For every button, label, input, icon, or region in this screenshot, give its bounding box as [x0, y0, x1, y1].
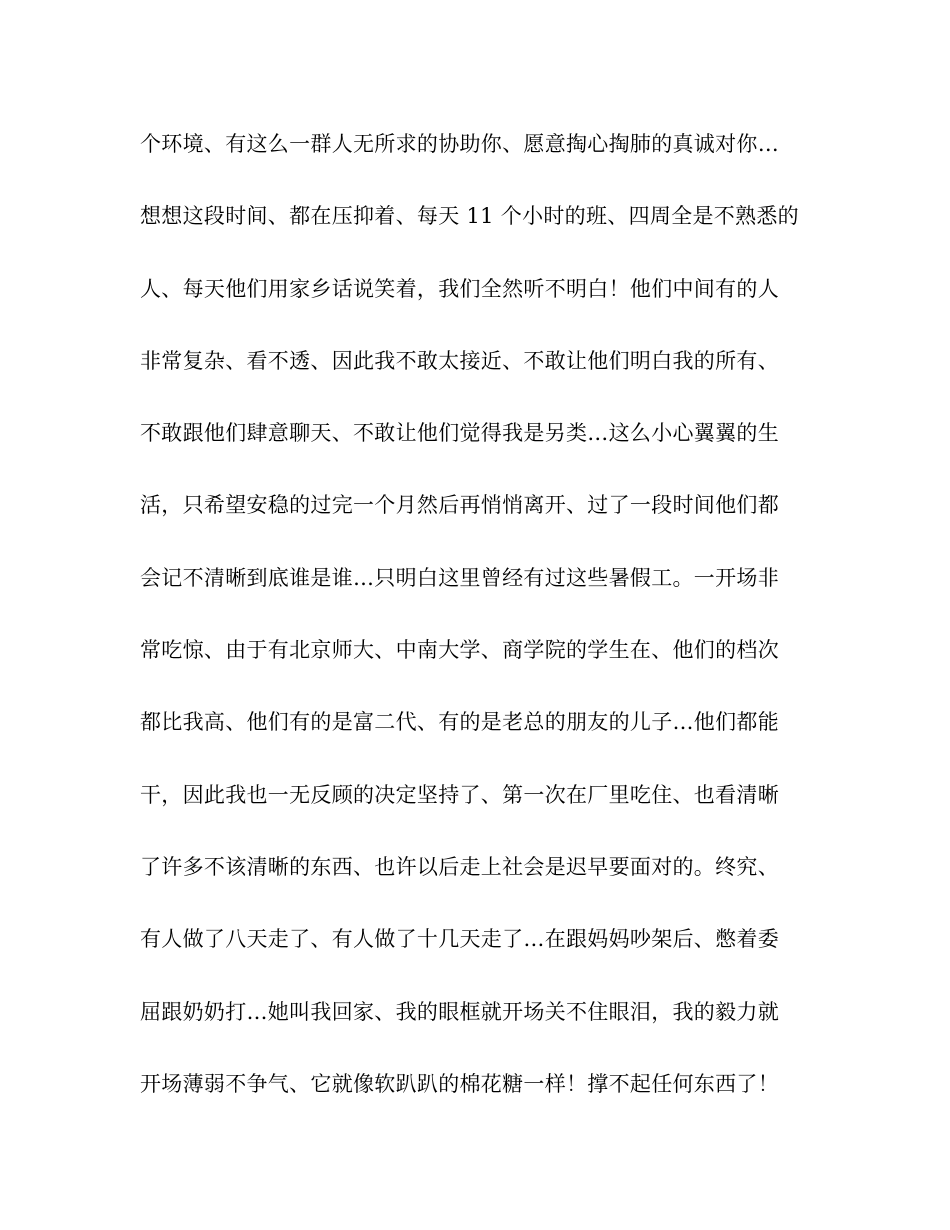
text-line-4: 非常复杂、看不透、因此我不敢太接近、不敢让他们明白我的所有、: [140, 348, 779, 373]
text-line-14: 开场薄弱不争气、它就像软趴趴的棉花糖一样！撑不起任何东西了！: [140, 1071, 779, 1096]
text-line-10: 干，因此我也一无反顾的决定坚持了、第一次在厂里吃住、也看清晰: [140, 782, 779, 807]
text-line-3: 人、每天他们用家乡话说笑着，我们全然听不明白！他们中间有的人: [140, 276, 779, 301]
text-line-1: 个环境、有这么一群人无所求的协助你、愿意掏心掏肺的真诚对你…: [140, 132, 779, 156]
text-line-11: 了许多不该清晰的东西、也许以后走上社会是迟早要面对的。终究、: [140, 854, 779, 879]
text-line-13: 屈跟奶奶打…她叫我回家、我的眼框就开场关不住眼泪，我的毅力就: [140, 999, 779, 1024]
text-line-12: 有人做了八天走了、有人做了十几天走了…在跟妈妈吵架后、憋着委: [140, 927, 779, 952]
body-text: [140, 118, 820, 1130]
text-line-9: 都比我高、他们有的是富二代、有的是老总的朋友的儿子…他们都能: [140, 710, 779, 735]
text-line-6: 活，只希望安稳的过完一个月然后再悄悄离开、过了一段时间他们都: [140, 493, 779, 518]
text-line-2: 想想这段时间、都在压抑着、每天 11 个小时的班、四周全是不熟悉的: [140, 204, 799, 229]
text-line-8: 常吃惊、由于有北京师大、中南大学、商学院的学生在、他们的档次: [140, 638, 779, 663]
text-line-7: 会记不清晰到底谁是谁…只明白这里曾经有过这些暑假工。一开场非: [140, 565, 779, 590]
text-line-5: 不敢跟他们肆意聊天、不敢让他们觉得我是另类…这么小心翼翼的生: [140, 421, 779, 446]
